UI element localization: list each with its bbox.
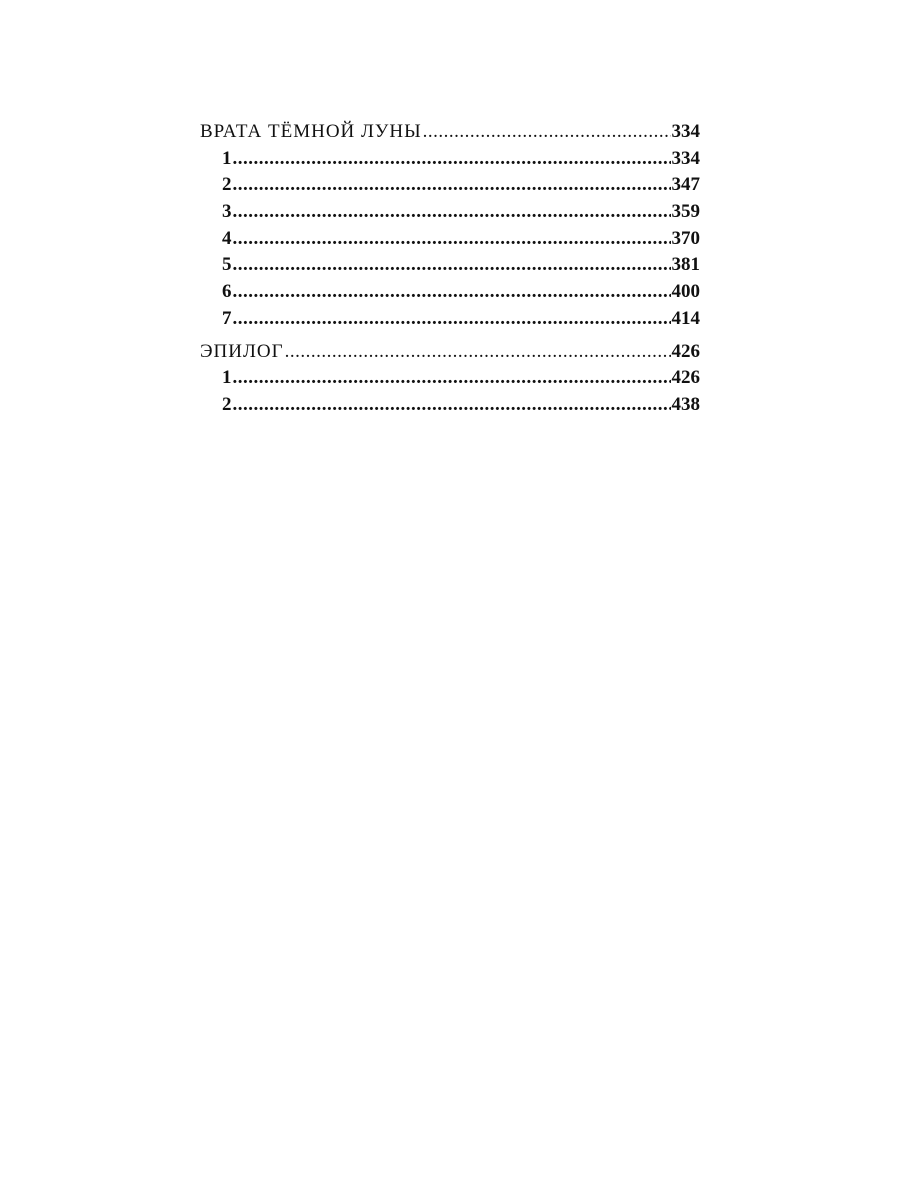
dot-leader: [233, 146, 671, 173]
toc-entry-label: 1: [222, 147, 232, 169]
dot-leader: [423, 119, 671, 146]
toc-page-number: 334: [671, 121, 700, 142]
table-of-contents: [200, 119, 700, 419]
toc-page-number: 426: [671, 367, 700, 389]
toc-page-number: 400: [671, 281, 700, 303]
dot-leader: [233, 306, 671, 333]
toc-entry[interactable]: [200, 306, 700, 333]
toc-entry[interactable]: [200, 252, 700, 279]
toc-entry-label: 3: [222, 201, 232, 223]
toc-page-number: 414: [671, 307, 700, 329]
toc-section-vrata-temnoy-luny: [200, 119, 700, 333]
toc-entry-label: 1: [222, 367, 232, 389]
toc-page-number: 381: [671, 254, 700, 276]
toc-entry[interactable]: [200, 392, 700, 419]
dot-leader: [233, 279, 671, 306]
toc-page-number: 426: [671, 340, 700, 362]
dot-leader: [233, 199, 671, 226]
toc-entry-label: 7: [222, 307, 232, 329]
toc-entry[interactable]: [200, 172, 700, 199]
toc-heading-title: ВРАТА ТЁМНОЙ ЛУНЫ: [200, 121, 422, 142]
toc-page-number: 370: [671, 227, 700, 249]
dot-leader: [233, 226, 671, 253]
toc-entry-label: 4: [222, 227, 232, 249]
dot-leader: [233, 392, 671, 419]
toc-entry[interactable]: [200, 365, 700, 392]
dot-leader: [285, 339, 671, 366]
toc-page-number: 438: [671, 393, 700, 415]
dot-leader: [233, 172, 671, 199]
toc-entry[interactable]: [200, 279, 700, 306]
toc-heading[interactable]: [200, 339, 700, 366]
dot-leader: [233, 252, 671, 279]
toc-page-number: 359: [671, 201, 700, 223]
toc-entry[interactable]: [200, 226, 700, 253]
toc-entry-label: 2: [222, 393, 232, 415]
dot-leader: [233, 365, 671, 392]
toc-page-number: 334: [671, 147, 700, 169]
toc-page-number: 347: [671, 174, 700, 196]
toc-entry-label: 6: [222, 281, 232, 303]
toc-heading-title: ЭПИЛОГ: [200, 340, 284, 362]
toc-heading[interactable]: [200, 119, 700, 146]
toc-entry[interactable]: [200, 199, 700, 226]
toc-entry-label: 2: [222, 174, 232, 196]
toc-entry-label: 5: [222, 254, 232, 276]
toc-section-epilog: [200, 339, 700, 419]
toc-entry[interactable]: [200, 146, 700, 173]
